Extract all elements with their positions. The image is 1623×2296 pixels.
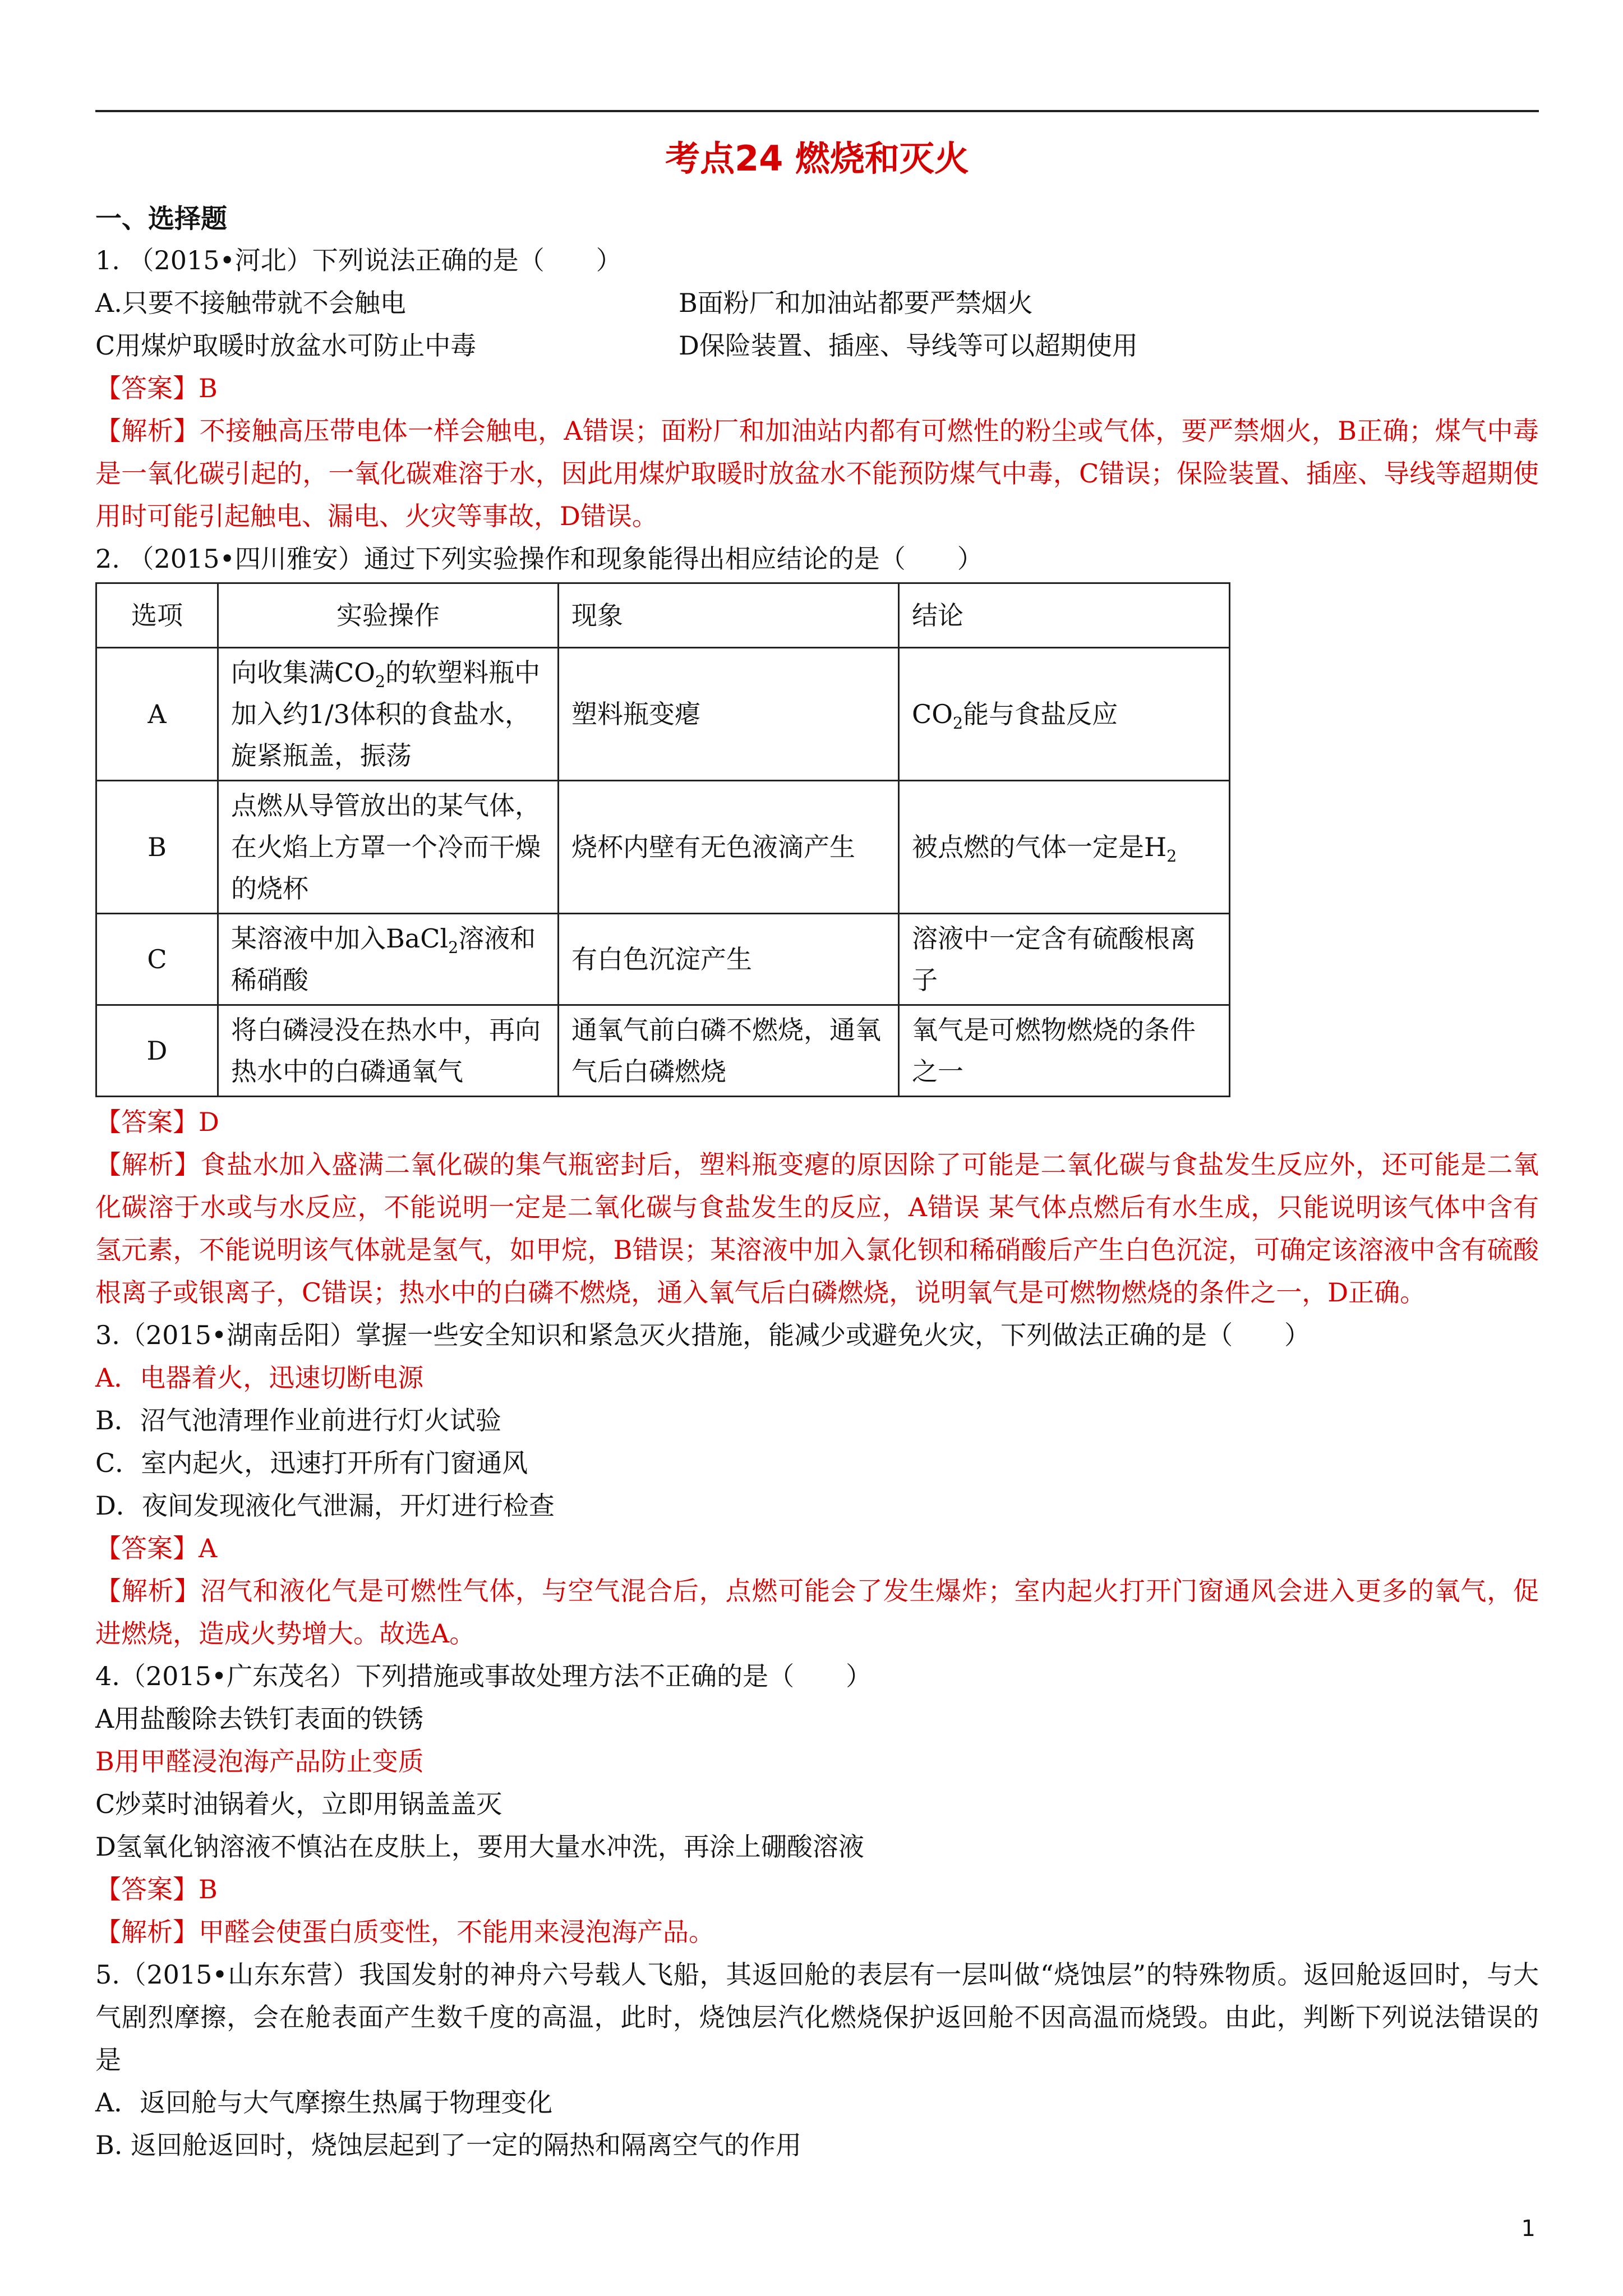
table-cell-operation: 点燃从导管放出的某气体，在火焰上方罩一个冷而干燥的烧杯 <box>218 781 559 914</box>
table-row <box>96 648 1230 781</box>
analysis-text: 食盐水加入盛满二氧化碳的集气瓶密封后，塑料瓶变瘪的原因除了可能是二氧化碳与食盐发生反应外，还可能是二氧化碳溶于水或与水反应，不能说明一定是二氧化碳与食盐发生的反应，A错误 某气体点燃后有水生成，只能说明该气体中含有氢元素，不能说明该气体就是氢气，如甲烷，B错误；某溶液中加入氯化钡和稀硝酸后产生白色沉淀，可确定该溶液中含有硫酸根离子或银离子，C错误；热水中的白磷不燃烧，通入氧气后白磷燃烧，说明氧气是可燃物燃烧的条件之一，D正确。 <box>95 1149 1539 1308</box>
question-1-option-d: D保险装置、插座、导线等可以超期使用 <box>679 330 1138 361</box>
analysis-label: 【解析】 <box>95 416 200 446</box>
question-5-option-a: A．返回舱与大气摩擦生热属于物理变化 <box>95 2087 553 2118</box>
analysis-text: 甲醛会使蛋白质变性，不能用来浸泡海产品。 <box>199 1917 714 1947</box>
table-cell-phenomenon: 有白色沉淀产生 <box>559 914 899 1005</box>
analysis-label: 【解析】 <box>95 1917 199 1947</box>
page-number: 1 <box>1521 2216 1536 2242</box>
question-3-option-b: B．沼气池清理作业前进行灯火试验 <box>95 1405 501 1435</box>
table-cell-option: B <box>96 781 218 914</box>
table-cell-conclusion: $CO_2$能与食盐反应 <box>899 648 1230 781</box>
question-4-stem: 4.（2015•广东茂名）下列措施或事故处理方法不正确的是（ ） <box>95 1661 872 1691</box>
question-5-stem: 5.（2015•山东东营）我国发射的神舟六号载人飞船，其返回舱的表层有一层叫做“烧蚀层”的特殊物质。返回舱返回时，与大气剧烈摩擦，会在舱表面产生数千度的高温，此时，烧蚀层汽化燃烧保护返回舱不因高温而烧毁。由此，判断下列说法错误的是 <box>95 1959 1539 2075</box>
table-header-cell: 实验操作 <box>218 583 559 648</box>
question-4 <box>95 1655 1539 1953</box>
question-2-stem: 2. （2015•四川雅安）通过下列实验操作和现象能得出相应结论的是（ ） <box>95 544 983 574</box>
question-5-option-b: B. 返回舱返回时，烧蚀层起到了一定的隔热和隔离空气的作用 <box>95 2130 802 2160</box>
question-5 <box>95 1953 1539 2166</box>
question-3-analysis <box>95 1570 1539 1655</box>
answer-value: D <box>199 1107 219 1137</box>
question-1-option-b: B面粉厂和加油站都要严禁烟火 <box>679 288 1033 318</box>
table-cell-option: D <box>96 1005 218 1097</box>
question-1-stem: 1. （2015•河北）下列说法正确的是（ ） <box>95 245 622 275</box>
page-title: 考点24 燃烧和灭火 <box>665 138 969 179</box>
answer-label: 【答案】 <box>95 1533 199 1563</box>
question-4-answer <box>95 1868 1539 1911</box>
question-2-analysis <box>95 1143 1539 1314</box>
answer-value: A <box>199 1533 218 1563</box>
question-1-options-row-2 <box>95 324 1539 367</box>
analysis-label: 【解析】 <box>95 1149 201 1180</box>
question-4-option-b: B用甲醛浸泡海产品防止变质 <box>95 1746 424 1777</box>
table-header-cell: 现象 <box>559 583 899 648</box>
analysis-text: 沼气和液化气是可燃性气体，与空气混合后，点燃可能会了发生爆炸；室内起火打开门窗通风会进入更多的氧气，促进燃烧，造成火势增大。故选A。 <box>95 1576 1539 1649</box>
answer-value: B <box>199 1874 218 1904</box>
table-cell-operation: 将白磷浸没在热水中，再向热水中的白磷通氧气 <box>218 1005 559 1097</box>
question-2 <box>95 537 1539 1314</box>
section-title: 一、选择题 <box>95 204 227 234</box>
table-cell-conclusion: 被点燃的气体一定是$H_2$ <box>899 781 1230 914</box>
table-row <box>96 914 1230 1005</box>
table-cell-phenomenon: 通氧气前白磷不燃烧，通氧气后白磷燃烧 <box>559 1005 899 1097</box>
answer-label: 【答案】 <box>95 1874 199 1904</box>
question-1 <box>95 239 1539 537</box>
question-3-option-a: A．电器着火，迅速切断电源 <box>95 1363 424 1393</box>
analysis-text: 不接触高压带电体一样会触电，A错误；面粉厂和加油站内都有可燃性的粉尘或气体，要严禁烟火，B正确；煤气中毒是一氧化碳引起的，一氧化碳难溶于水，因此用煤炉取暖时放盆水不能预防煤气中毒，C错误；保险装置、插座、导线等超期使用时可能引起触电、漏电、火灾等事故，D错误。 <box>95 416 1539 531</box>
table-header-cell: 结论 <box>899 583 1230 648</box>
question-3-stem: 3.（2015•湖南岳阳）掌握一些安全知识和紧急灭火措施，能减少或避免火灾，下列做法正确的是（ ） <box>95 1320 1311 1350</box>
table-cell-conclusion: 氧气是可燃物燃烧的条件之一 <box>899 1005 1230 1097</box>
table-cell-operation: 某溶液中加入BaCl$_2$溶液和稀硝酸 <box>218 914 559 1005</box>
table-cell-phenomenon: 塑料瓶变瘪 <box>559 648 899 781</box>
question-1-analysis <box>95 409 1539 537</box>
table-cell-option: C <box>96 914 218 1005</box>
answer-label: 【答案】 <box>95 373 199 403</box>
answer-value: B <box>199 373 218 403</box>
question-3-answer <box>95 1527 1539 1570</box>
question-4-option-d: D氢氧化钠溶液不慎沾在皮肤上，要用大量水冲洗，再涂上硼酸溶液 <box>95 1832 864 1862</box>
question-1-options-row-1 <box>95 282 1539 324</box>
table-cell-phenomenon: 烧杯内壁有无色液滴产生 <box>559 781 899 914</box>
table-cell-option: A <box>96 648 218 781</box>
table-cell-operation: 向收集满$CO_2$的软塑料瓶中加入约1/3体积的食盐水，旋紧瓶盖，振荡 <box>218 648 559 781</box>
question-1-option-c: C用煤炉取暖时放盆水可防止中毒 <box>95 330 477 361</box>
question-2-answer <box>95 1101 1539 1143</box>
question-3-option-d: D．夜间发现液化气泄漏，开灯进行检查 <box>95 1490 555 1521</box>
question-4-option-a: A用盐酸除去铁钉表面的铁锈 <box>95 1704 424 1734</box>
table-header-cell: 选项 <box>96 583 218 648</box>
table-row <box>96 1005 1230 1097</box>
table-cell-conclusion: 溶液中一定含有硫酸根离子 <box>899 914 1230 1005</box>
document-body <box>95 128 1539 2166</box>
header-rule <box>95 110 1539 112</box>
question-4-analysis <box>95 1911 1539 1953</box>
question-2-table <box>95 582 1230 1097</box>
question-3-option-c: C．室内起火，迅速打开所有门窗通风 <box>95 1448 528 1478</box>
table-header-row <box>96 583 1230 648</box>
question-3 <box>95 1314 1539 1655</box>
analysis-label: 【解析】 <box>95 1576 201 1606</box>
question-4-option-c: C炒菜时油锅着火，立即用锅盖盖灭 <box>95 1789 502 1819</box>
answer-label: 【答案】 <box>95 1107 199 1137</box>
table-row <box>96 781 1230 914</box>
question-1-option-a: A.只要不接触带就不会触电 <box>95 288 406 318</box>
question-1-answer <box>95 367 1539 409</box>
